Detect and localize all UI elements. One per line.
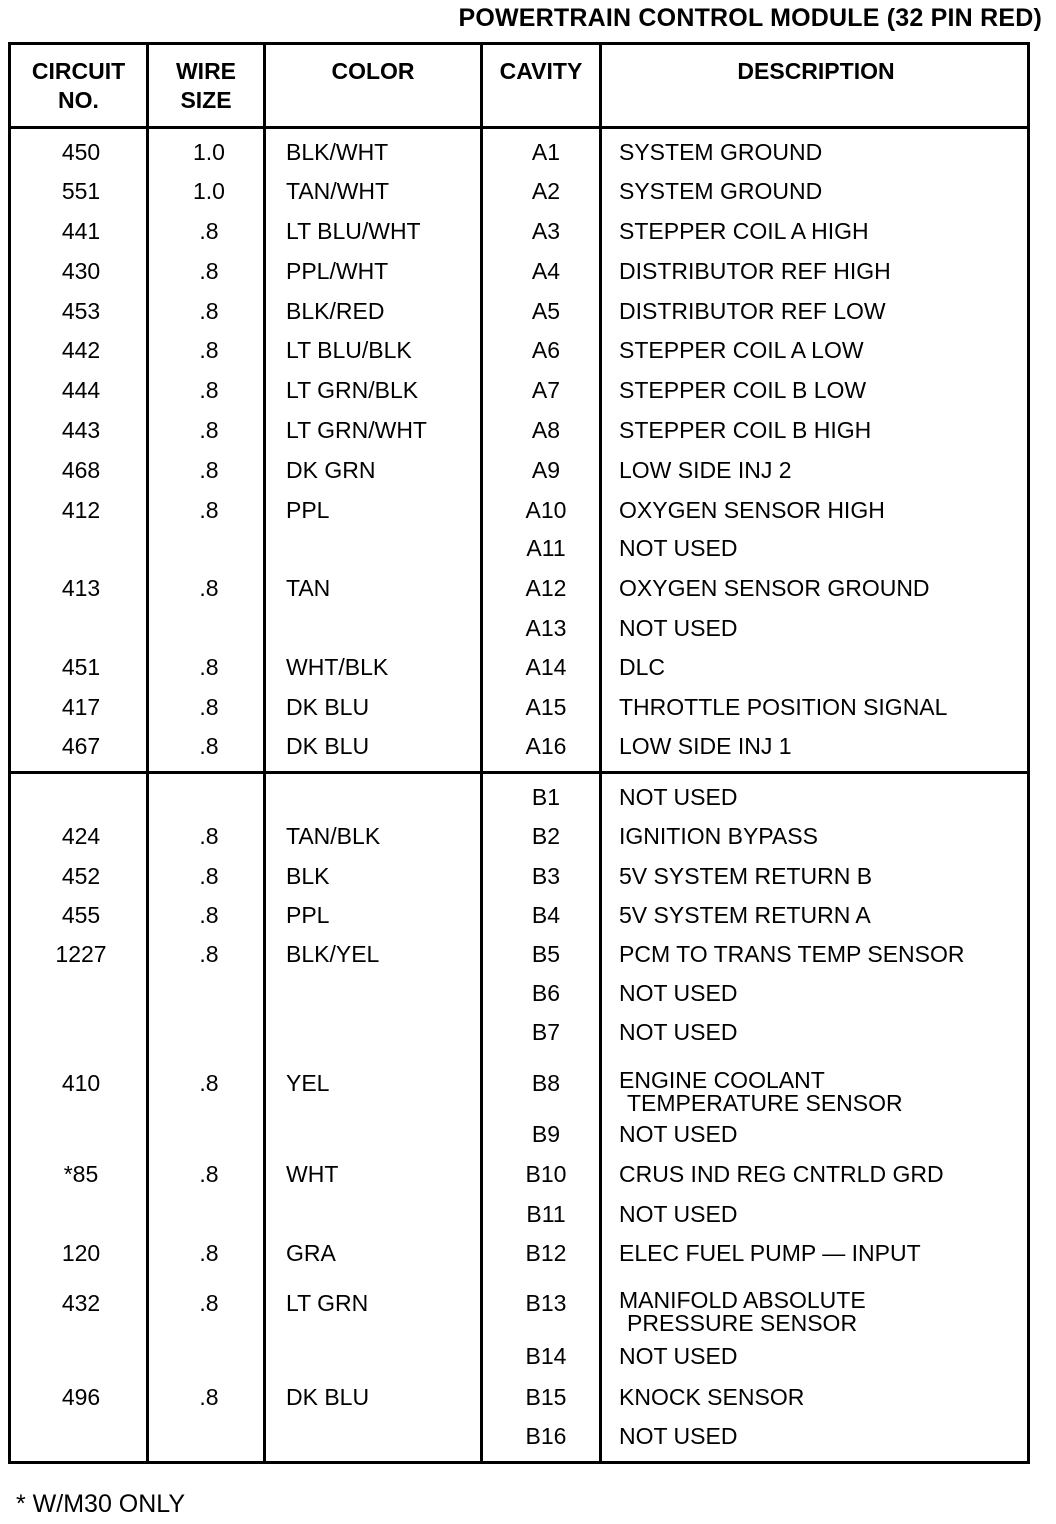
- cavity-cell: B2: [531, 823, 561, 849]
- description-line: STEPPER COIL B LOW: [619, 377, 867, 403]
- table-row: [11, 856, 1027, 896]
- wire-size-cell: .8: [199, 694, 219, 720]
- table-row: [11, 132, 1027, 172]
- table-row: [11, 1416, 1027, 1456]
- circuit-cell: 444: [61, 377, 101, 403]
- description-cell: [619, 132, 822, 172]
- description-cell: [619, 1194, 737, 1234]
- table-row: [11, 1114, 1027, 1154]
- circuit-cell: 496: [61, 1384, 101, 1410]
- cavity-cell: B10: [525, 1161, 567, 1187]
- table-row: [11, 490, 1027, 530]
- table-row: [11, 934, 1027, 974]
- cavity-cell: B8: [531, 1070, 561, 1096]
- color-cell: YEL: [286, 1070, 330, 1096]
- color-cell: WHT: [286, 1161, 339, 1187]
- description-cell: [619, 370, 866, 410]
- table-row: [11, 211, 1027, 251]
- header-description: DESCRIPTION: [737, 58, 895, 84]
- description-cell: [619, 973, 737, 1013]
- header-wire-line2: SIZE: [180, 87, 232, 113]
- description-cell: [619, 490, 885, 530]
- description-line: NOT USED: [619, 1201, 738, 1227]
- description-line: NOT USED: [619, 615, 738, 641]
- cavity-cell: B15: [525, 1384, 567, 1410]
- cavity-cell: B3: [531, 863, 561, 889]
- description-line-2: PRESSURE SENSOR: [627, 1310, 858, 1336]
- description-line: IGNITION BYPASS: [619, 823, 818, 849]
- description-line: KNOCK SENSOR: [619, 1384, 805, 1410]
- wire-size-cell: .8: [199, 863, 219, 889]
- table-row: [11, 777, 1027, 817]
- description-cell: [619, 211, 869, 251]
- cavity-cell: A16: [525, 733, 567, 759]
- wire-size-cell: 1.0: [193, 178, 225, 204]
- description-line: NOT USED: [619, 1423, 738, 1449]
- color-cell: DK BLU: [286, 1384, 370, 1410]
- circuit-cell: 441: [61, 218, 101, 244]
- wire-size-cell: .8: [199, 258, 219, 284]
- cavity-cell: A2: [531, 178, 561, 204]
- description-line: NOT USED: [619, 1121, 738, 1147]
- circuit-cell: 443: [61, 417, 101, 443]
- description-cell: [619, 687, 947, 727]
- footnote: * W/M30 ONLY: [16, 1490, 186, 1518]
- circuit-cell: 120: [61, 1240, 101, 1266]
- cavity-cell: A7: [531, 377, 561, 403]
- table-row: [11, 895, 1027, 935]
- description-line: ENGINE COOLANT: [619, 1067, 825, 1093]
- description-cell: [619, 171, 822, 211]
- cavity-cell: B16: [525, 1423, 567, 1449]
- wire-size-cell: .8: [199, 823, 219, 849]
- circuit-cell: 424: [61, 823, 101, 849]
- description-cell: [619, 895, 871, 935]
- circuit-cell: 551: [61, 178, 101, 204]
- circuit-cell: *85: [63, 1161, 99, 1187]
- description-cell: [619, 330, 864, 370]
- description-line: ELEC FUEL PUMP — INPUT: [619, 1240, 921, 1266]
- color-cell: LT BLU/WHT: [286, 218, 421, 244]
- table-row: [11, 973, 1027, 1013]
- cavity-cell: B13: [525, 1290, 567, 1316]
- wire-size-cell: .8: [199, 298, 219, 324]
- description-line: OXYGEN SENSOR GROUND: [619, 575, 930, 601]
- cavity-cell: A15: [525, 694, 567, 720]
- color-cell: DK BLU: [286, 694, 370, 720]
- description-line: DISTRIBUTOR REF LOW: [619, 298, 886, 324]
- circuit-cell: 432: [61, 1290, 101, 1316]
- description-cell: [619, 450, 792, 490]
- cavity-cell: A4: [531, 258, 561, 284]
- table-row: [11, 1194, 1027, 1234]
- header-color: COLOR: [331, 58, 415, 84]
- cavity-cell: B6: [531, 980, 561, 1006]
- description-cell: [619, 1336, 737, 1376]
- description-cell: [619, 856, 872, 896]
- description-line: SYSTEM GROUND: [619, 178, 823, 204]
- table-row: [11, 816, 1027, 856]
- circuit-cell: 467: [61, 733, 101, 759]
- circuit-cell: 442: [61, 337, 101, 363]
- cavity-cell: A14: [525, 654, 567, 680]
- description-cell: [619, 1233, 921, 1273]
- table-row: [11, 1063, 1027, 1116]
- description-cell: [619, 1114, 737, 1154]
- description-line: OXYGEN SENSOR HIGH: [619, 497, 885, 523]
- circuit-cell: 451: [61, 654, 101, 680]
- table-row: [11, 608, 1027, 648]
- color-cell: BLK: [286, 863, 330, 889]
- circuit-cell: 410: [61, 1070, 101, 1096]
- table-row: [11, 171, 1027, 211]
- wire-size-cell: .8: [199, 457, 219, 483]
- cavity-cell: B11: [526, 1201, 566, 1227]
- wire-size-cell: .8: [199, 377, 219, 403]
- description-cell: [619, 1289, 866, 1335]
- description-cell: [619, 726, 792, 766]
- description-line: LOW SIDE INJ 1: [619, 733, 792, 759]
- description-cell: [619, 608, 737, 648]
- table-row: [11, 568, 1027, 608]
- cavity-cell: A9: [531, 457, 561, 483]
- description-cell: [619, 251, 891, 291]
- color-cell: LT GRN: [286, 1290, 369, 1316]
- color-cell: TAN/WHT: [286, 178, 390, 204]
- cavity-cell: A5: [531, 298, 561, 324]
- description-cell: [619, 1069, 903, 1115]
- header-divider: [11, 126, 1027, 129]
- header-circuit-line2: NO.: [58, 87, 99, 113]
- description-cell: [619, 1154, 944, 1194]
- wire-size-cell: .8: [199, 575, 219, 601]
- color-cell: DK GRN: [286, 457, 376, 483]
- table-row: [11, 1336, 1027, 1376]
- description-line: DISTRIBUTOR REF HIGH: [619, 258, 891, 284]
- color-cell: PPL/WHT: [286, 258, 389, 284]
- wire-size-cell: .8: [199, 941, 219, 967]
- description-line: NOT USED: [619, 1343, 738, 1369]
- description-cell: [619, 528, 737, 568]
- description-line: CRUS IND REG CNTRLD GRD: [619, 1161, 944, 1187]
- description-line: PCM TO TRANS TEMP SENSOR: [619, 941, 965, 967]
- cavity-cell: A13: [525, 615, 567, 641]
- color-cell: TAN: [286, 575, 331, 601]
- description-line: NOT USED: [619, 980, 738, 1006]
- circuit-cell: 455: [61, 902, 101, 928]
- color-cell: BLK/YEL: [286, 941, 380, 967]
- cavity-cell: B9: [531, 1121, 561, 1147]
- cavity-cell: A11: [526, 535, 566, 561]
- cavity-cell: A3: [531, 218, 561, 244]
- color-cell: TAN/BLK: [286, 823, 381, 849]
- wire-size-cell: .8: [199, 1161, 219, 1187]
- table-row: [11, 291, 1027, 331]
- circuit-cell: 430: [61, 258, 101, 284]
- description-line: MANIFOLD ABSOLUTE: [619, 1287, 866, 1313]
- color-cell: LT GRN/BLK: [286, 377, 419, 403]
- cavity-cell: A12: [525, 575, 567, 601]
- wire-size-cell: .8: [199, 1240, 219, 1266]
- circuit-cell: 413: [61, 575, 101, 601]
- table-row: [11, 1233, 1027, 1273]
- table-row: [11, 1283, 1027, 1336]
- pinout-table: [8, 42, 1030, 1464]
- description-cell: [619, 1416, 737, 1456]
- color-cell: BLK/WHT: [286, 139, 389, 165]
- description-line: NOT USED: [619, 1019, 738, 1045]
- color-cell: DK BLU: [286, 733, 370, 759]
- description-line: 5V SYSTEM RETURN A: [619, 902, 871, 928]
- header-circuit-line1: CIRCUIT: [31, 58, 126, 84]
- circuit-cell: 452: [61, 863, 101, 889]
- color-cell: LT BLU/BLK: [286, 337, 412, 363]
- description-cell: [619, 647, 665, 687]
- color-cell: BLK/RED: [286, 298, 385, 324]
- wire-size-cell: .8: [199, 218, 219, 244]
- description-cell: [619, 1012, 737, 1052]
- header-circuit-no: [11, 57, 146, 115]
- page-title: POWERTRAIN CONTROL MODULE (32 PIN RED): [458, 4, 1042, 32]
- description-cell: [619, 291, 886, 331]
- section-divider: [11, 771, 1027, 774]
- color-cell: WHT/BLK: [286, 654, 389, 680]
- wire-size-cell: .8: [199, 1070, 219, 1096]
- description-cell: [619, 777, 737, 817]
- wire-size-cell: .8: [199, 733, 219, 759]
- wire-size-cell: .8: [199, 497, 219, 523]
- description-cell: [619, 934, 965, 974]
- table-row: [11, 370, 1027, 410]
- wire-size-cell: .8: [199, 902, 219, 928]
- table-row: [11, 450, 1027, 490]
- wire-size-cell: .8: [199, 654, 219, 680]
- wire-size-cell: .8: [199, 337, 219, 363]
- description-line: NOT USED: [619, 535, 738, 561]
- wire-size-cell: .8: [199, 417, 219, 443]
- cavity-cell: B12: [525, 1240, 567, 1266]
- description-cell: [619, 410, 871, 450]
- table-row: [11, 1377, 1027, 1417]
- description-line: STEPPER COIL B HIGH: [619, 417, 872, 443]
- circuit-cell: 450: [61, 139, 101, 165]
- cavity-cell: A1: [531, 139, 561, 165]
- circuit-cell: 468: [61, 457, 101, 483]
- color-cell: PPL: [286, 497, 330, 523]
- cavity-cell: A10: [525, 497, 567, 523]
- wire-size-cell: 1.0: [193, 139, 225, 165]
- circuit-cell: 453: [61, 298, 101, 324]
- description-line: STEPPER COIL A HIGH: [619, 218, 869, 244]
- color-cell: GRA: [286, 1240, 336, 1266]
- cavity-cell: B14: [525, 1343, 567, 1369]
- description-line: DLC: [619, 654, 666, 680]
- table-row: [11, 251, 1027, 291]
- cavity-cell: B7: [531, 1019, 561, 1045]
- color-cell: PPL: [286, 902, 330, 928]
- header-cavity: CAVITY: [499, 58, 583, 84]
- table-row: [11, 1012, 1027, 1052]
- header-wire-size: [149, 57, 263, 115]
- description-line: THROTTLE POSITION SIGNAL: [619, 694, 948, 720]
- cavity-cell: A8: [531, 417, 561, 443]
- description-cell: [619, 1377, 804, 1417]
- wire-size-cell: .8: [199, 1384, 219, 1410]
- description-line: SYSTEM GROUND: [619, 139, 823, 165]
- table-row: [11, 410, 1027, 450]
- table-row: [11, 1154, 1027, 1194]
- color-cell: LT GRN/WHT: [286, 417, 427, 443]
- table-row: [11, 528, 1027, 568]
- cavity-cell: B4: [531, 902, 561, 928]
- description-line-2: TEMPERATURE SENSOR: [627, 1090, 903, 1116]
- cavity-cell: A6: [531, 337, 561, 363]
- circuit-cell: 412: [61, 497, 101, 523]
- description-line: 5V SYSTEM RETURN B: [619, 863, 873, 889]
- table-row: [11, 647, 1027, 687]
- table-row: [11, 330, 1027, 370]
- description-cell: [619, 816, 818, 856]
- table-row: [11, 726, 1027, 766]
- description-cell: [619, 568, 930, 608]
- description-line: NOT USED: [619, 784, 738, 810]
- table-row: [11, 687, 1027, 727]
- cavity-cell: B5: [531, 941, 561, 967]
- wire-size-cell: .8: [199, 1290, 219, 1316]
- description-line: LOW SIDE INJ 2: [619, 457, 792, 483]
- description-line: STEPPER COIL A LOW: [619, 337, 864, 363]
- header-wire-line1: WIRE: [175, 58, 237, 84]
- circuit-cell: 417: [61, 694, 101, 720]
- circuit-cell: 1227: [55, 941, 107, 967]
- cavity-cell: B1: [531, 784, 561, 810]
